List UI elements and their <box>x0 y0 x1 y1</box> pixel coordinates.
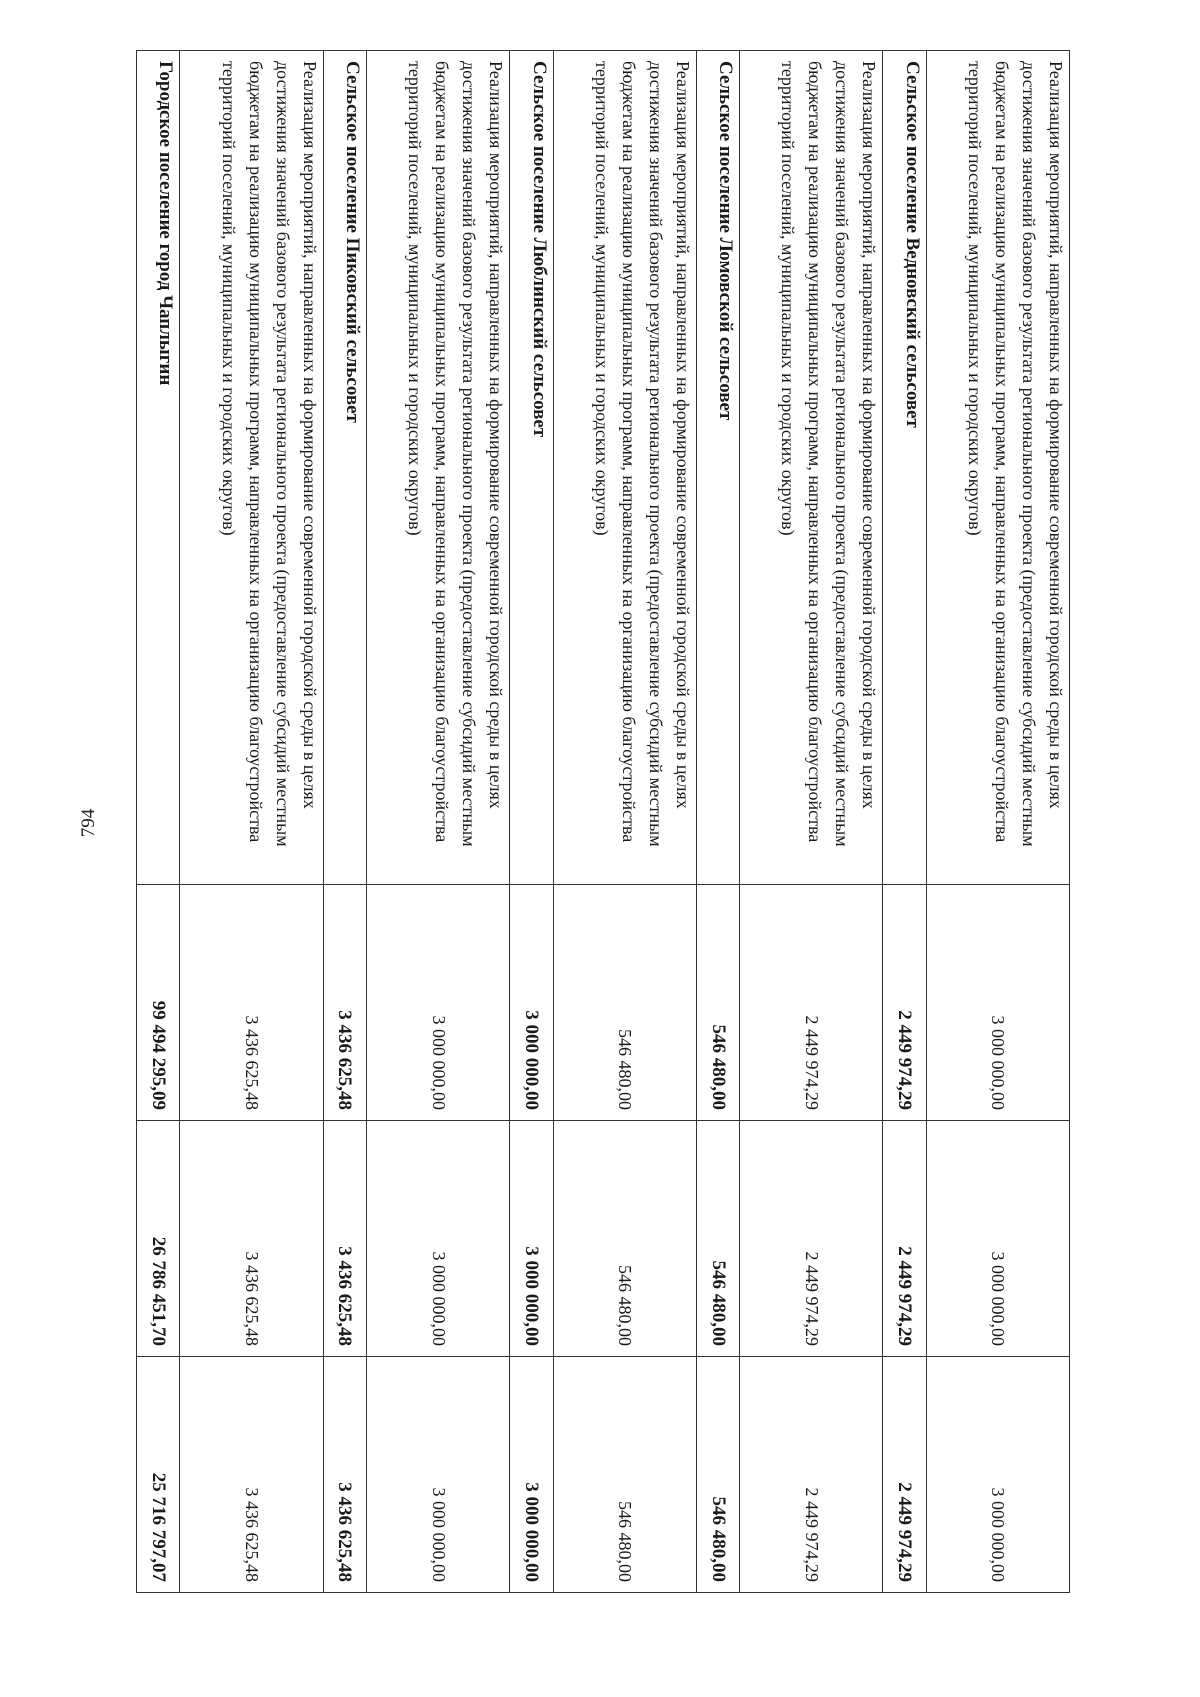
row-value-1: 3 000 000,00 <box>510 885 553 1121</box>
settlement-name: Сельское поселение Люблинский сельсовет <box>510 51 553 885</box>
settlement-name: Сельское поселение Пиковский сельсовет <box>323 51 366 885</box>
row-value-3: 25 716 797,07 <box>137 1357 181 1593</box>
row-value-3: 3 436 625,48 <box>323 1357 366 1593</box>
row-value-2: 3 436 625,48 <box>323 1121 366 1357</box>
row-value-1: 2 449 974,29 <box>740 885 883 1121</box>
page-number: 794 <box>78 808 99 838</box>
settlement-name: Сельское поселение Ломовской сельсовет <box>696 51 739 885</box>
row-value-2: 546 480,00 <box>553 1121 696 1357</box>
row-value-2: 26 786 451,70 <box>137 1121 181 1357</box>
budget-table <box>136 50 1070 1593</box>
row-value-2: 3 000 000,00 <box>367 1121 510 1357</box>
row-description: Реализация мероприятий, направленных на формирование современной городской среды в целях достижения значений базового результата регионального проекта (предоставление субсидий местным бюджетам на реализацию муниципальных программ, направленных на организацию благоустройства территорий поселений, муниципальных и городских округов) <box>926 51 1069 885</box>
row-value-1: 99 494 295,09 <box>137 885 181 1121</box>
settlement-name: Сельское поселение Ведновский сельсовет <box>883 51 926 885</box>
table-row <box>883 51 926 1593</box>
table-row <box>553 51 696 1593</box>
row-value-2: 3 000 000,00 <box>926 1121 1069 1357</box>
row-value-3: 3 000 000,00 <box>510 1357 553 1593</box>
row-value-3: 3 000 000,00 <box>926 1357 1069 1593</box>
table-row <box>740 51 883 1593</box>
rotated-table-container <box>136 50 1070 1592</box>
row-value-3: 3 436 625,48 <box>180 1357 323 1593</box>
row-value-3: 2 449 974,29 <box>740 1357 883 1593</box>
table-row <box>696 51 739 1593</box>
row-value-1: 546 480,00 <box>553 885 696 1121</box>
row-value-3: 3 000 000,00 <box>367 1357 510 1593</box>
row-description: Реализация мероприятий, направленных на формирование современной городской среды в целях достижения значений базового результата регионального проекта (предоставление субсидий местным бюджетам на реализацию муниципальных программ, направленных на организацию благоустройства территорий поселений, муниципальных и городских округов) <box>740 51 883 885</box>
row-value-1: 3 436 625,48 <box>323 885 366 1121</box>
row-value-1: 3 000 000,00 <box>367 885 510 1121</box>
row-value-1: 3 436 625,48 <box>180 885 323 1121</box>
table-row <box>180 51 323 1593</box>
row-value-2: 546 480,00 <box>696 1121 739 1357</box>
settlement-name: Городское поселение город Чаплыгин <box>137 51 181 885</box>
table-row <box>926 51 1069 1593</box>
row-value-2: 3 436 625,48 <box>180 1121 323 1357</box>
row-value-2: 3 000 000,00 <box>510 1121 553 1357</box>
row-value-1: 2 449 974,29 <box>883 885 926 1121</box>
row-description: Реализация мероприятий, направленных на формирование современной городской среды в целях достижения значений базового результата регионального проекта (предоставление субсидий местным бюджетам на реализацию муниципальных программ, направленных на организацию благоустройства территорий поселений, муниципальных и городских округов) <box>553 51 696 885</box>
table-row <box>510 51 553 1593</box>
row-value-2: 2 449 974,29 <box>740 1121 883 1357</box>
row-value-1: 546 480,00 <box>696 885 739 1121</box>
row-value-3: 546 480,00 <box>553 1357 696 1593</box>
table-row <box>137 51 181 1593</box>
row-value-1: 3 000 000,00 <box>926 885 1069 1121</box>
row-value-2: 2 449 974,29 <box>883 1121 926 1357</box>
table-row <box>367 51 510 1593</box>
row-description: Реализация мероприятий, направленных на формирование современной городской среды в целях достижения значений базового результата регионального проекта (предоставление субсидий местным бюджетам на реализацию муниципальных программ, направленных на организацию благоустройства территорий поселений, муниципальных и городских округов) <box>367 51 510 885</box>
row-value-3: 2 449 974,29 <box>883 1357 926 1593</box>
row-value-3: 546 480,00 <box>696 1357 739 1593</box>
table-row <box>323 51 366 1593</box>
row-description: Реализация мероприятий, направленных на формирование современной городской среды в целях достижения значений базового результата регионального проекта (предоставление субсидий местным бюджетам на реализацию муниципальных программ, направленных на организацию благоустройства территорий поселений, муниципальных и городских округов) <box>180 51 323 885</box>
